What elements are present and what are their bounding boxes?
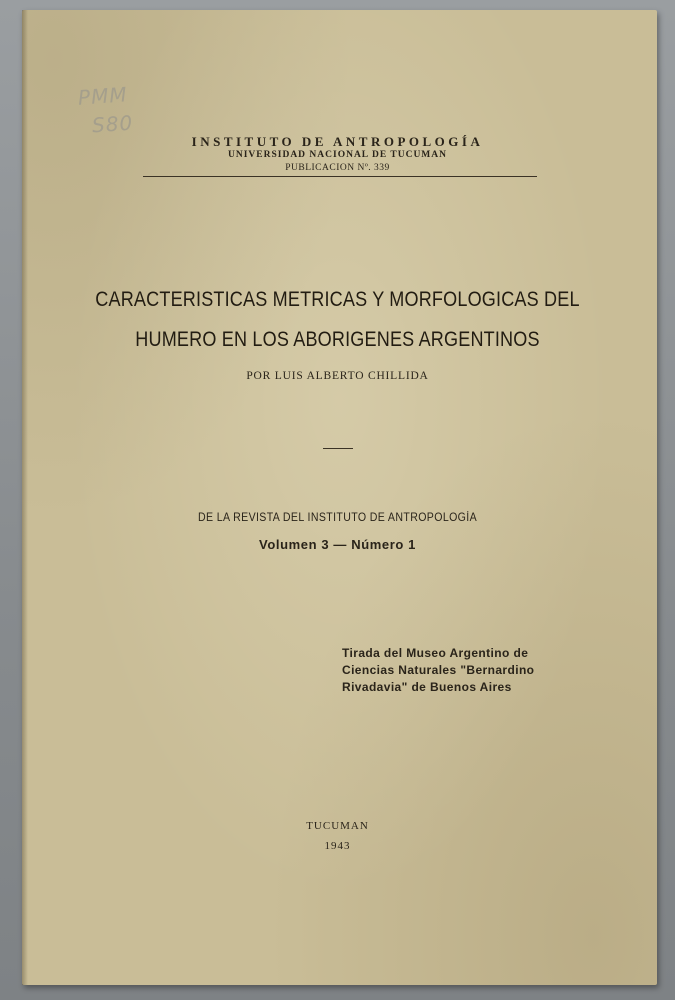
institute-name: INSTITUTO DE ANTROPOLOGÍA [191, 134, 484, 149]
university-name: UNIVERSIDAD NACIONAL DE TUCUMAN [228, 150, 447, 160]
tirada-line-1: Tirada del Museo Argentino de [342, 646, 529, 660]
handwritten-note-line-1: PMM [77, 82, 129, 110]
imprint-city: TUCUMAN [306, 820, 369, 832]
tirada-line-2: Ciencias Naturales "Bernardino [342, 663, 535, 677]
short-divider [323, 448, 353, 449]
author-line: POR LUIS ALBERTO CHILLIDA [246, 370, 429, 382]
tirada-line-3: Rivadavia" de Buenos Aires [342, 680, 512, 694]
volume-issue: Volumen 3 — Número 1 [259, 537, 416, 552]
header-divider [143, 176, 537, 177]
tirada-note [342, 645, 542, 696]
title-line-2: HUMERO EN LOS ABORIGENES ARGENTINOS [135, 328, 540, 351]
title-line-1: CARACTERISTICAS METRICAS Y MORFOLOGICAS DEL [95, 288, 580, 311]
handwritten-note-line-2: S80 [91, 110, 134, 138]
imprint-year: 1943 [324, 840, 351, 852]
publication-number: PUBLICACION Nº. 339 [285, 163, 390, 173]
revista-line: DE LA REVISTA DEL INSTITUTO DE ANTROPOLOGÍA [197, 512, 478, 524]
